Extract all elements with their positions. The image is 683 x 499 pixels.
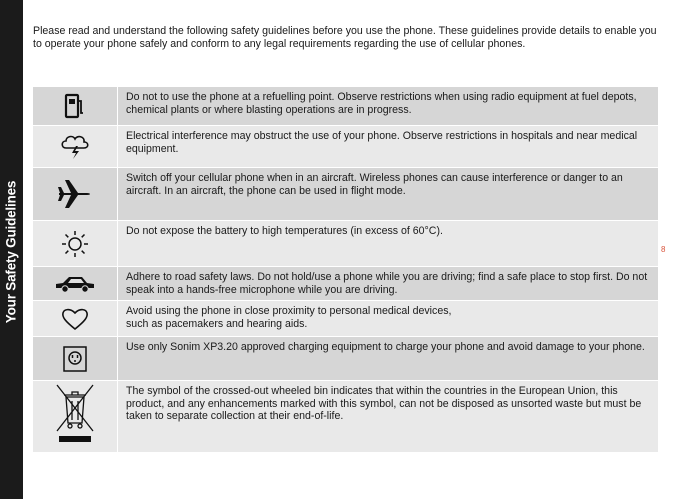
lightning-cloud-icon xyxy=(33,126,118,167)
guidelines-table xyxy=(33,87,658,453)
guideline-text: Adhere to road safety laws. Do not hold/use a phone while you are driving; find a safe place to stop first. Do not speak into a hands-free microphone while you are driving. xyxy=(126,271,648,296)
guideline-row-charging xyxy=(33,337,658,381)
guideline-text: Do not expose the battery to high temperatures (in excess of 60°C). xyxy=(126,225,443,237)
guideline-row-interference xyxy=(33,126,658,168)
guideline-row-aircraft xyxy=(33,168,658,221)
heart-icon xyxy=(33,301,118,336)
guideline-text: Avoid using the phone in close proximity to personal medical devices, such as pacemakers and hearing aids. xyxy=(126,305,452,330)
guideline-text: Use only Sonim XP3.20 approved charging equipment to charge your phone and avoid damage to your phone. xyxy=(126,341,645,353)
side-strip xyxy=(0,0,23,499)
car-icon xyxy=(33,267,118,300)
fuel-pump-icon xyxy=(33,87,118,125)
guideline-row-battery-heat xyxy=(33,221,658,267)
intro-paragraph: Please read and understand the following safety guidelines before you use the phone. These guidelines provide details to enable you to operate your phone safely and conform to any legal requirements regarding the use of cellular phones. xyxy=(33,25,657,50)
guideline-text: Switch off your cellular phone when in an aircraft. Wireless phones can cause interference or danger to an aircraft. In an aircraft, the phone can be used in flight mode. xyxy=(126,172,623,197)
guideline-text: The symbol of the crossed-out wheeled bin indicates that within the countries in the European Union, this product, and any enhancements marked with this symbol, can not be disposed as unsorted waste but must be taken to separate collection at their end-of-life. xyxy=(126,385,642,422)
airplane-icon xyxy=(33,168,118,220)
guideline-row-disposal xyxy=(33,381,658,453)
guideline-row-fuel xyxy=(33,87,658,126)
guideline-text: Electrical interference may obstruct the use of your phone. Observe restrictions in hospitals and near medical equipment. xyxy=(126,130,638,155)
sun-icon xyxy=(33,221,118,266)
crossed-bin-icon xyxy=(33,381,118,452)
section-title: Your Safety Guidelines xyxy=(3,180,19,324)
page-number: 8 xyxy=(661,245,666,254)
power-socket-icon xyxy=(33,337,118,380)
guideline-row-medical xyxy=(33,301,658,337)
guideline-row-driving xyxy=(33,267,658,301)
guideline-text: Do not to use the phone at a refuelling point. Observe restrictions when using radio equipment at fuel depots, chemical plants or where blasting operations are in progress. xyxy=(126,91,637,116)
